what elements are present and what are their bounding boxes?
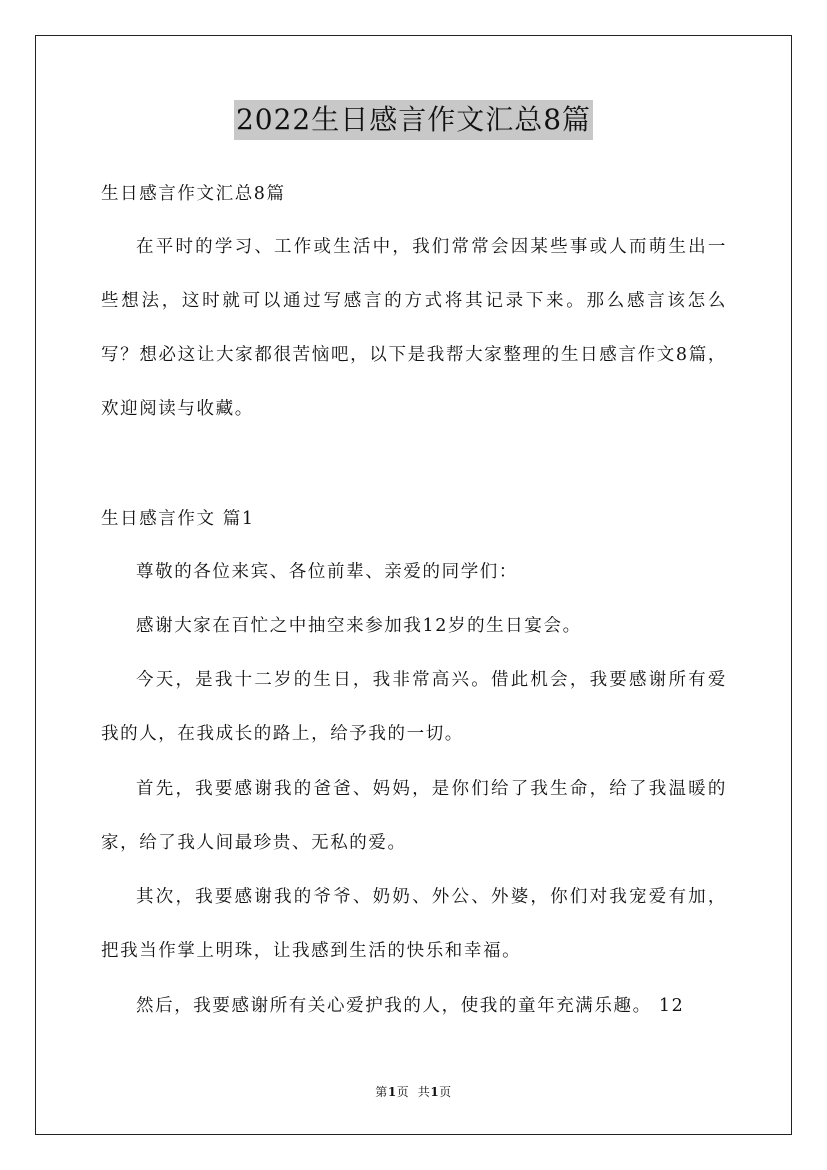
document-subtitle: 生日感言作文汇总8篇 [101, 184, 286, 204]
body-paragraph: 尊敬的各位来宾、各位前辈、亲爱的同学们： [136, 562, 518, 582]
footer-page-mid: 页 共 [396, 1085, 431, 1099]
section-heading: 生日感言作文 篇1 [101, 509, 255, 529]
footer-page-total: 1 [430, 1085, 440, 1099]
intro-paragraph: 在平时的学习、工作或生活中，我们常常会因某些事或人而萌生出一些想法，这时就可以通过写感言的方式将其记录下来。那么感言该怎么写？想必这让大家都很苦恼吧，以下是我帮大家整理的生日感言作文8篇，欢迎阅读与收藏。 [101, 237, 727, 419]
page-footer [0, 1083, 827, 1100]
footer-page-prefix: 第 [375, 1085, 388, 1099]
body-paragraph: 今天，是我十二岁的生日，我非常高兴。借此机会，我要感谢所有爱我的人，在我成长的路上，给予我的一切。 [101, 670, 727, 744]
body-paragraph: 其次，我要感谢我的爷爷、奶奶、外公、外婆，你们对我宠爱有加，把我当作掌上明珠，让我感到生活的快乐和幸福。 [101, 887, 727, 961]
body-paragraph: 首先，我要感谢我的爸爸、妈妈，是你们给了我生命，给了我温暖的家，给了我人间最珍贵、无私的爱。 [101, 779, 727, 853]
footer-page-number: 1 [387, 1085, 397, 1099]
body-paragraph: 然后，我要感谢所有关心爱护我的人，使我的童年充满乐趣。 12 [136, 996, 685, 1016]
document-title [0, 100, 827, 140]
body-paragraph: 感谢大家在百忙之中抽空来参加我12岁的生日宴会。 [136, 616, 582, 636]
footer-page-suffix: 页 [439, 1085, 452, 1099]
document-title-text: 2022生日感言作文汇总8篇 [234, 100, 593, 140]
